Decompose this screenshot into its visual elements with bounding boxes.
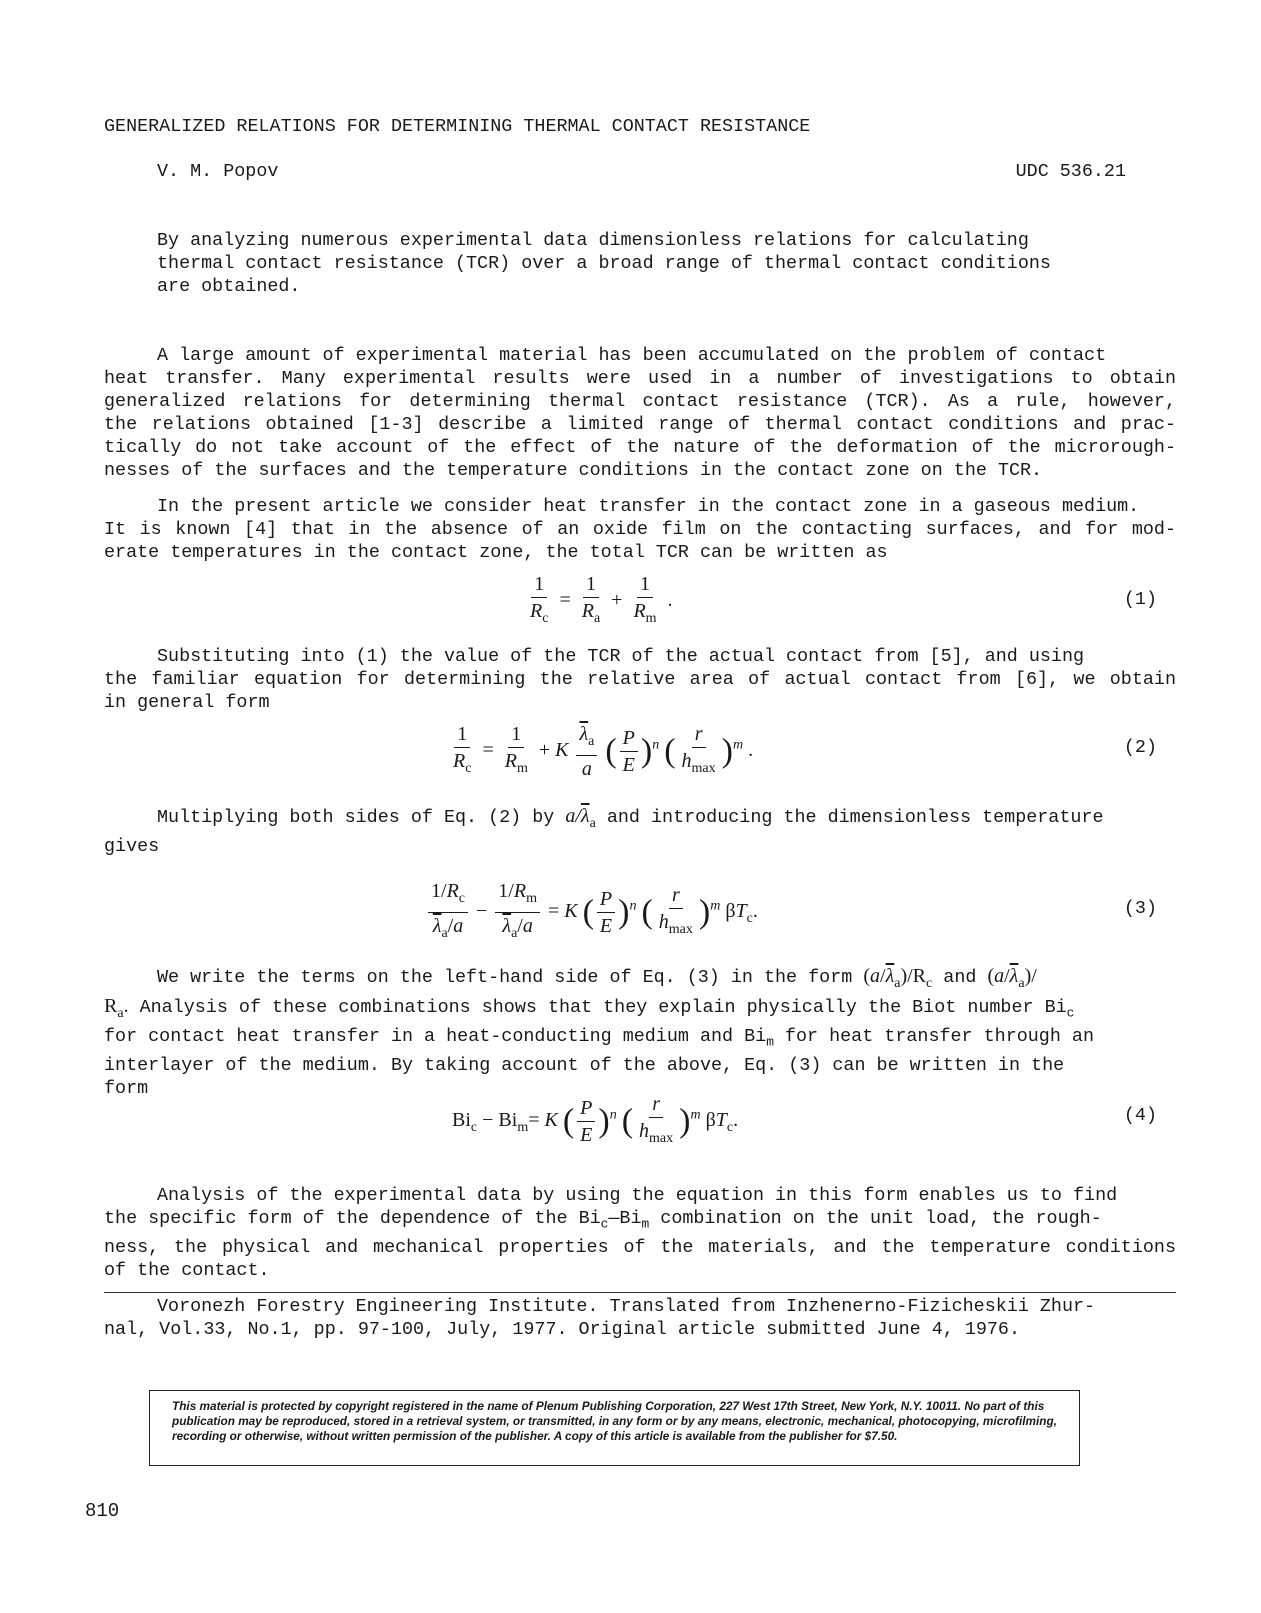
text-line: form [104, 1077, 149, 1099]
paragraph-3 [104, 645, 1176, 714]
abstract [157, 229, 1062, 298]
text-segment: the specific form of the dependence of the [104, 1208, 568, 1229]
text-line: interlayer of the medium. By taking account of the above, Eq. (3) can be written in the [104, 1054, 1065, 1076]
page-number: 810 [85, 1500, 120, 1522]
text-line: Substituting into (1) the value of the TCR of the actual contact from [5], and using [157, 646, 1085, 667]
inline-math: $(a/\overline{\lambda}_a)/$ [987, 965, 1037, 991]
text-segment: combination on the unit load, the rough- [660, 1208, 1102, 1229]
text-line: heat transfer. Many experimental results were used in a number of investigations to obtain [104, 368, 1176, 389]
equation-1: $\frac{1}{R_c}$ = $\frac{1}{R_a}$ + $\frac{1}{R_m}$ . [530, 573, 673, 626]
text-segment: for heat transfer through an [784, 1026, 1094, 1047]
udc-code: UDC 536.21 [1015, 161, 1126, 182]
text-segment: Multiplying both sides of Eq. (2) by [157, 807, 555, 828]
footnote-line: nal, Vol.33, No.1, pp. 97-100, July, 1977. Original article submitted June 4, 1976. [104, 1319, 1021, 1340]
text-line: A large amount of experimental material has been accumulated on the problem of contact [157, 345, 1107, 366]
text-segment: We write the terms on the left-hand side of Eq. (3) in the form [157, 967, 853, 988]
footnote-rule [104, 1292, 1176, 1293]
text-line: It is known [4] that in the absence of an oxide film on the contacting surfaces, and for mod- [104, 519, 1176, 540]
equation-number: (2) [1123, 737, 1157, 758]
inline-math: $(a/\overline{\lambda}_a)/R_c$ [863, 965, 933, 991]
text-line: nesses of the surfaces and the temperature conditions in the contact zone on the TCR. [104, 460, 1043, 481]
equation-3: $\frac{1/R_c}{\overline{\lambda}_a/a}$ − $\frac{1/R_m}{\overline{\lambda}_a/a}$ = K ( $\frac{P}{E}$ )$^n$ ( $\frac{r}{h_{max}}$ )$^m$ $\beta T_c$. [425, 880, 758, 945]
equation-number: (1) [1123, 589, 1157, 610]
equation-4: $Bi_c - Bi_m= K$ ( $\frac{P}{E}$ )$^n$ ( $\frac{r}{h_{max}}$ )$^m$ $\beta T_c$. [452, 1093, 739, 1146]
inline-math: $Bi_c$ [1044, 997, 1075, 1021]
text-segment: and introducing the dimensionless temperature [606, 807, 1104, 828]
inline-math: $Bi_c—Bi_m$ [578, 1208, 650, 1232]
paragraph-2 [104, 495, 1176, 564]
copyright-notice: This material is protected by copyright registered in the name of Plenum Publishing Corporation, 227 West 17th Street, New York, N.Y. 10011. No part of this publication may be reproduced, stored in a retrieval system, or transmitted, in any form or by any means, electronic, mechanical, photocopying, microfilming, recording or otherwise, without written permission of the publisher. A copy of this article is available from the publisher for $7.50. [149, 1390, 1080, 1466]
equation-2: $\frac{1}{R_c}$ = $\frac{1}{R_m}$ + K $\frac{\overline{\lambda}_a}{a}$ ( $\frac{P}{E}$ )$^n$ ( $\frac{r}{h_{max}}$ )$^m$ . [453, 723, 754, 780]
text-line: erate temperatures in the contact zone, the total TCR can be written as [104, 542, 888, 563]
text-line: gives [104, 836, 160, 857]
text-line: of the contact. [104, 1259, 270, 1281]
paper-title: GENERALIZED RELATIONS FOR DETERMINING THERMAL CONTACT RESISTANCE [104, 116, 811, 137]
equation-number: (3) [1123, 898, 1157, 919]
paragraph-4 [104, 805, 1176, 858]
abstract-line: thermal contact resistance (TCR) over a broad range of thermal contact conditions [157, 253, 1051, 274]
text-segment: and [943, 967, 977, 988]
author: V. M. Popov [157, 161, 279, 182]
text-line: generalized relations for determining thermal contact resistance (TCR). As a rule, however, [104, 391, 1176, 412]
inline-math: $R_a$. [104, 995, 129, 1021]
text-segment: Analysis of these combinations shows that they explain physically the Biot number [139, 997, 1034, 1018]
text-line: ness, the physical and mechanical properties of the materials, and the temperature conditions [104, 1236, 1176, 1258]
abstract-line: By analyzing numerous experimental data dimensionless relations for calculating [157, 230, 1029, 251]
text-line: In the present article we consider heat transfer in the contact zone in a gaseous medium. [157, 496, 1140, 517]
text-line: the relations obtained [1-3] describe a limited range of thermal contact conditions and prac- [104, 414, 1176, 435]
text-line: the familiar equation for determining the relative area of actual contact from [6], we obtain [104, 669, 1176, 690]
paragraph-6 [104, 1184, 1176, 1282]
text-line: Analysis of the experimental data by using the equation in this form enables us to find [157, 1185, 1118, 1206]
footnote [104, 1295, 1176, 1341]
text-line: in general form [104, 692, 270, 713]
inline-math: $Bi_m$ [744, 1026, 774, 1050]
text-segment: for contact heat transfer in a heat-conducting medium and [104, 1026, 734, 1047]
paragraph-5 [104, 965, 1176, 1100]
equation-number: (4) [1123, 1105, 1157, 1126]
paragraph-1 [104, 344, 1176, 482]
footnote-line: Voronezh Forestry Engineering Institute. Translated from Inzhenerno-Fizicheskii Zhur- [157, 1296, 1096, 1317]
inline-math: $a/\overline{\lambda}_a$ [565, 805, 596, 831]
abstract-line: are obtained. [157, 276, 301, 297]
text-line: tically do not take account of the effect of the nature of the deformation of the microrough- [104, 437, 1176, 458]
